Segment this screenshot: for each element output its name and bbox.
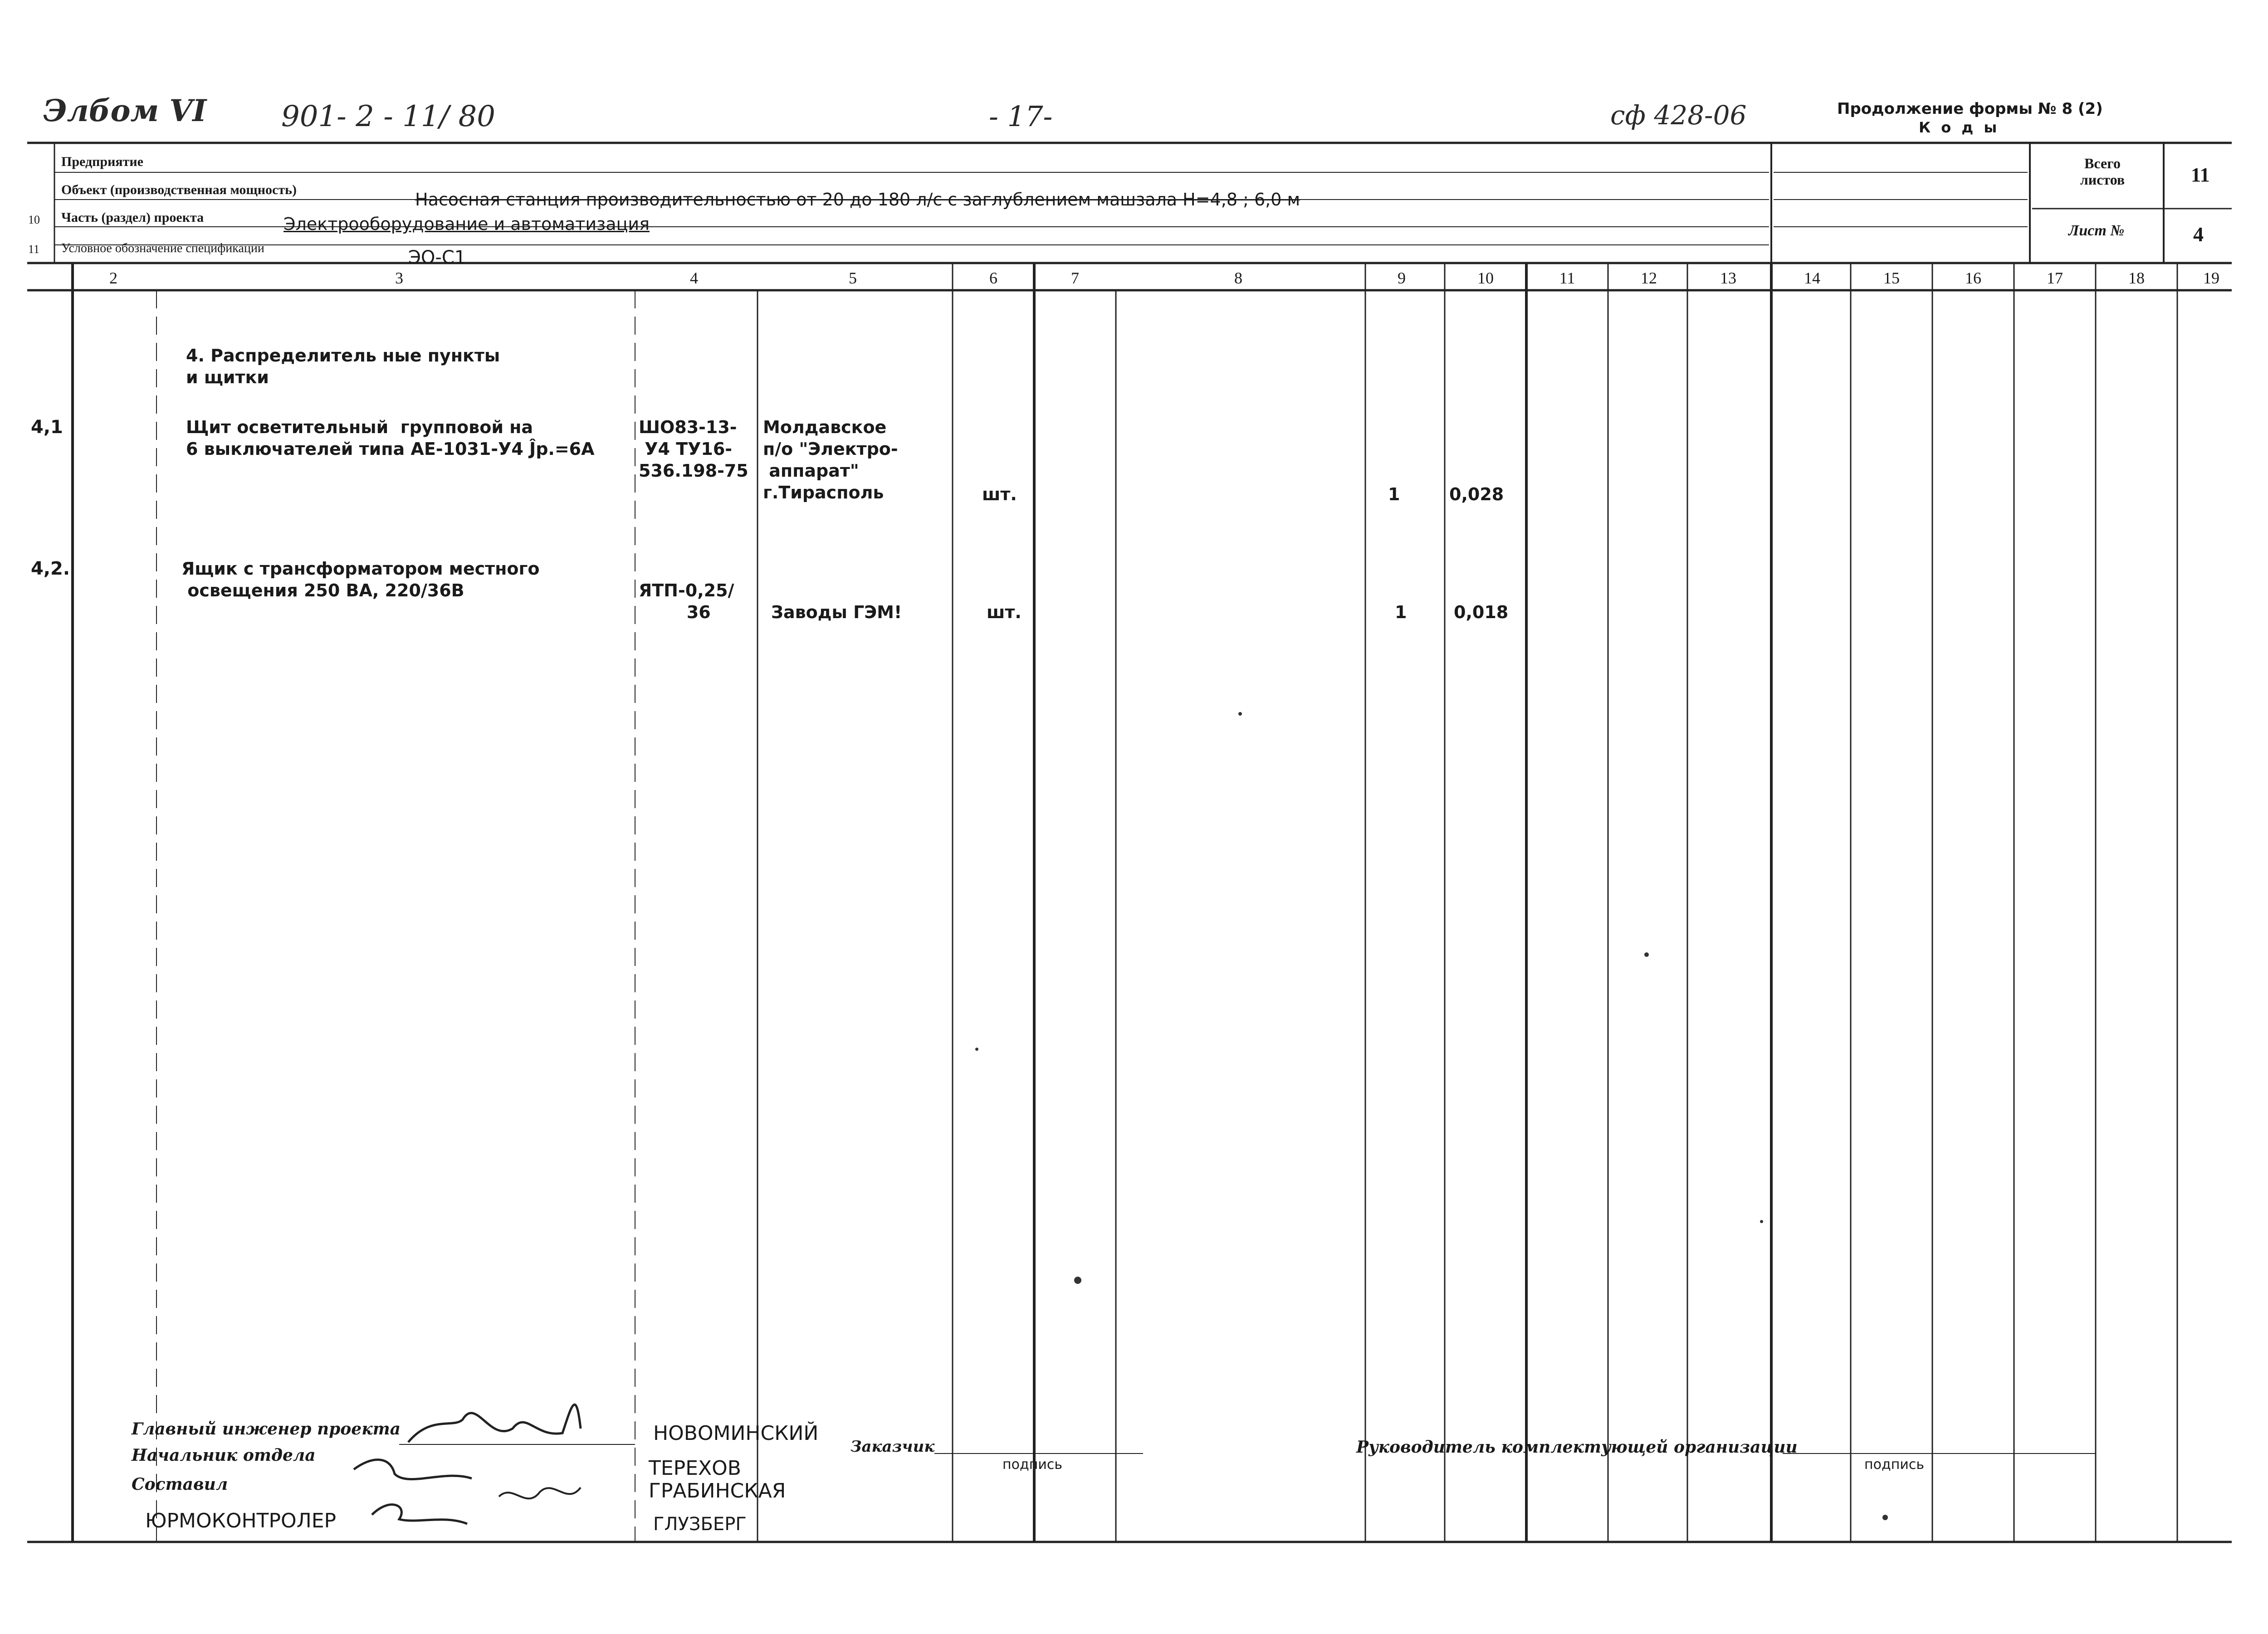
scan-speck [1644,952,1649,957]
col-num-8: 8 [1234,269,1242,287]
total-sheets-value: 11 [2191,164,2210,186]
row-value: 0,018 [1454,602,1509,622]
row-type: ШО83-13- У4 ТУ16- 536.198-75 [639,417,748,481]
col-num-2: 2 [109,269,117,287]
col-num-15: 15 [1883,269,1900,287]
col-num-13: 13 [1720,269,1736,287]
compiled-label: Составил [132,1475,228,1494]
row-mark-11: 11 [28,243,40,256]
row-qty: 1 [1388,484,1400,504]
col-num-7: 7 [1071,269,1079,287]
archive-mark: Элбом VI [43,93,207,128]
row-value: 0,028 [1449,484,1504,504]
row-type: ЯТП-0,25/ 36 [639,580,734,622]
signer-name: ГРАБИНСКАЯ [649,1479,786,1502]
col-num-14: 14 [1804,269,1820,287]
signer-name: ГЛУЗБЕРГ [653,1514,747,1535]
col-num-16: 16 [1965,269,1981,287]
signature-caption: подпись [1002,1457,1062,1473]
row-name: Щит осветительный групповой на 6 выключателей типа АЕ-1031-У4 Ĵр.=6А [186,417,595,459]
scan-speck [1074,1277,1081,1284]
col-num-19: 19 [2203,269,2219,287]
scan-speck [975,1048,978,1051]
section-title: 4. Распределитель ные пункты и щитки [186,346,500,387]
supplier-head-label: Руководитель комплектующей организации [1356,1438,1798,1457]
row-qty: 1 [1395,602,1407,622]
object-label: Объект (производственная мощность) [61,182,297,197]
spec-value: ЭО-С1 [408,247,466,268]
col-num-10: 10 [1477,269,1494,287]
object-value: Насосная станция производительностью от 20 до 180 л/с с заглублением машзала Н=4,8 ; 6,0 м [415,190,1300,210]
col-num-18: 18 [2128,269,2145,287]
customer-label: Заказчик [850,1438,935,1456]
signature-caption: подпись [1864,1457,1924,1473]
form-continuation: Продолжение формы № 8 (2) [1837,100,2103,118]
signer-name: ТЕРЕХОВ [649,1457,741,1480]
col-num-3: 3 [395,269,403,287]
col-num-12: 12 [1641,269,1657,287]
signer-name: НОВОМИНСКИЙ [653,1422,819,1445]
doc-code: сф 428-06 [1610,100,1747,131]
page-number: - 17- [989,100,1053,133]
col-num-4: 4 [690,269,698,287]
spec-label: Условное обозначение спецификации [61,241,264,255]
row-unit: шт. [982,484,1017,504]
normcontrol-label: ЮРМОКОНТРОЛЕР [145,1509,337,1532]
row-maker: Заводы ГЭМ! [771,602,902,622]
col-num-17: 17 [2047,269,2063,287]
codes-caption: К о д ы [1919,119,2000,136]
col-num-6: 6 [989,269,997,287]
row-position: 4,2. [31,558,70,579]
chief-engineer-label: Главный инженер проекта [132,1419,401,1439]
scan-speck [1238,712,1242,716]
row-maker: Молдавское п/о "Электро- аппарат" г.Тирасполь [763,417,898,502]
enterprise-label: Предприятие [61,154,143,169]
row-unit: шт. [987,602,1022,622]
dept-head-label: Начальник отдела [132,1446,316,1465]
row-mark-10: 10 [28,213,40,226]
part-label: Часть (раздел) проекта [61,210,204,225]
total-sheets-label: Всего листов [2080,155,2125,188]
scan-speck [1760,1220,1763,1223]
row-position: 4,1 [31,417,63,438]
col-num-5: 5 [849,269,857,287]
sheet-number-label: Лист № [2068,222,2125,239]
part-value: Электрооборудование и автоматизация [284,214,650,234]
col-num-11: 11 [1559,269,1575,287]
row-name: Ящик с трансформатором местного освещения 250 ВА, 220/36В [181,559,540,600]
scan-speck [1882,1515,1888,1520]
col-num-9: 9 [1398,269,1406,287]
series-number: 901- 2 - 11/ 80 [281,100,495,133]
sheet-number-value: 4 [2193,223,2204,246]
